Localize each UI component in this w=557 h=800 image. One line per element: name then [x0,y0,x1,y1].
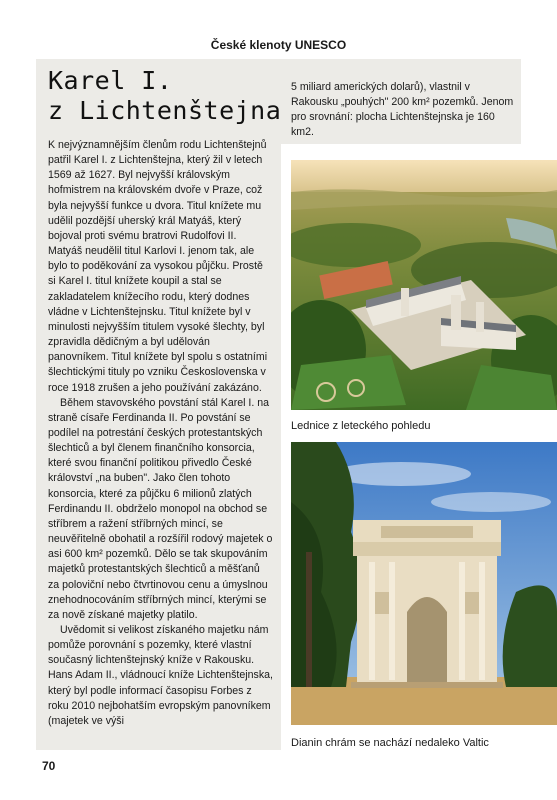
lednice-aerial-photo [291,160,557,410]
article-title [48,66,282,126]
article-continuation: 5 miliard amerických dolarů), vlastnil v Rakousku „pouhých" 200 km² pozemků. Jenom pro srovnání: plocha Lichtenštejnska je 160 km2. [291,81,514,139]
article-body [48,138,273,729]
paragraph: Během stavovského povstání stál Karel I. na straně císaře Ferdinanda II. Po povstání se podílel na potrestání českých protestantských šlechticů a byl členem finančního konsorcia, které svou finanční politikou přivedlo České království „na buben". Jako člen tohoto konsorcia, které za půjčku 6 milionů zlatých Ferdinandu II. obdrželo monopol na obchod se stříbrem a ražení stříbrných mincí, se neuvěřitelně obohatil a rozšířil rodový majetek o asi 600 km² pozemků. Dělo se tak skupováním majetků protestantských šlechticů a měšťanů za poloviční nebo čtvrtinovou cenu a úmyslnou znehodnocováním stříbrných mincí, kterými se za nově získané majetky platilo. [48,396,273,621]
paragraph: K nejvýznamnějším členům rodu Lichtenštejnů patřil Karel I. z Lichtenštejna, který žil v letech 1569 až 1627. Byl nejvyšší královským hofmistrem na královském dvoře v Praze, což byla nejvyšší funkce u dvora. Titul knížete mu udělil pozdější uherský král Matyáš, který bojoval proti svému bratrovi Rudolfovi II. Matyáš neudělil titul Karlovi I. jenom tak, ale bylo to poděkování za vysokou půjčku. Prostě si Karel I. titul knížete koupil a stal se zakladatelem knížecího rodu, který dodnes vládne v Lichtenštejnsku. Titul knížete byl v minulosti nejvyšším titulem vysoké šlechty, byl zpravidla dědičným a byl udělován panovníkem. Titul knížete byl spolu s ostatními šlechtickými tituly po vzniku Československa v roce 1918 zrušen a jeho používání zakázáno. [48,139,268,394]
title-line-2: z Lichtenštejna [48,96,282,125]
photo-caption-dianin-chram: Dianin chrám se nachází nedaleko Valtic [291,737,489,749]
dianin-chram-photo [291,442,557,725]
section-header: České klenoty UNESCO [210,38,347,52]
title-line-1: Karel I. [48,66,173,95]
page-number: 70 [42,759,56,773]
paragraph: Uvědomit si velikost získaného majetku nám pomůže porovnání s pozemky, které vlastní současný lichtenštejnský kníže v Rakousku. Hans Adam II., vládnoucí kníže Lichtenštejnska, který byl podle informací časopisu Forbes z roku 2010 nejbohatším evropským panovníkem (majetek ve výši [48,624,273,727]
photo-caption-lednice: Lednice z leteckého pohledu [291,420,431,432]
